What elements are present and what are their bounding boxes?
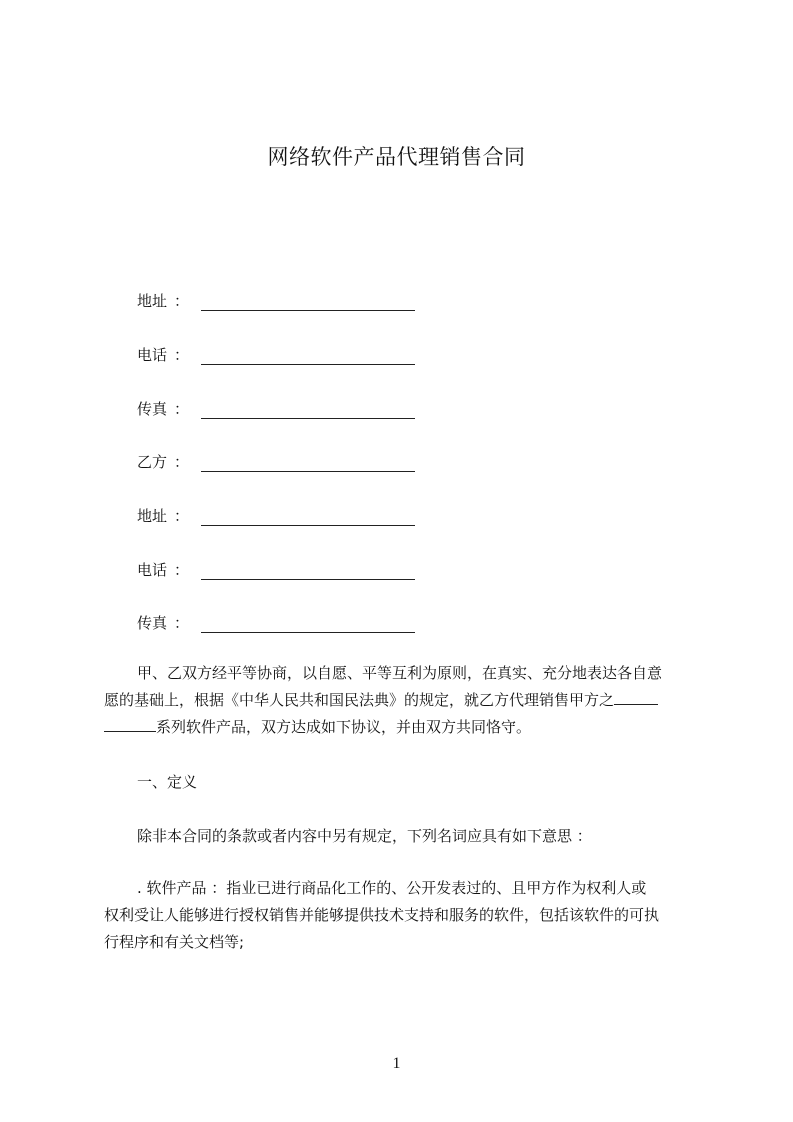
fill-in-blank	[201, 614, 415, 633]
software-product-definition	[104, 875, 700, 956]
party-a-address-field	[137, 287, 415, 311]
intro-line-3: 系列软件产品，双方达成如下协议，并由双方共同恪守。	[156, 718, 532, 736]
field-label: 地址	[137, 507, 168, 525]
field-colon: ：	[174, 453, 190, 471]
paragraph-line	[104, 687, 700, 714]
field-colon: ：	[174, 346, 190, 364]
field-label: 电话	[137, 561, 168, 579]
party-a-phone-field	[137, 341, 415, 365]
field-label: 传真	[137, 614, 168, 632]
fill-in-blank	[201, 346, 415, 365]
party-a-fax-field	[137, 395, 415, 419]
paragraph-line	[104, 902, 700, 929]
field-label: 乙方	[137, 453, 168, 471]
field-colon: ：	[174, 614, 190, 632]
party-b-phone-field	[137, 556, 415, 580]
fill-in-blank	[201, 561, 415, 580]
party-b-name-field	[137, 448, 415, 472]
paragraph-line	[104, 875, 700, 902]
definitions-lead: 除非本合同的条款或者内容中另有规定，下列名词应具有如下意思 ：	[137, 827, 592, 845]
intro-line-2: 愿的基础上，根据《中华人民共和国民法典》的规定，就乙方代理销售甲方之	[104, 691, 615, 709]
paragraph-line	[104, 929, 700, 956]
party-b-address-field	[137, 502, 415, 526]
field-colon: ：	[174, 561, 190, 579]
fill-in-blank	[201, 453, 415, 472]
paragraph-line	[104, 714, 700, 741]
field-colon: ：	[174, 292, 190, 310]
field-colon: ：	[174, 507, 190, 525]
section-heading-definitions: 一、定义	[137, 773, 198, 791]
fill-in-blank	[201, 292, 415, 311]
party-b-fax-field	[137, 609, 415, 633]
product-blank	[614, 690, 658, 705]
product-blank-cont	[104, 717, 156, 732]
definition-line-1: . 软件产品 ：指业已进行商品化工作的、公开发表过的、且甲方作为权利人或	[137, 879, 647, 897]
intro-paragraph	[104, 660, 700, 741]
definition-line-3: 行程序和有关文档等;	[104, 933, 245, 951]
field-label: 传真	[137, 400, 168, 418]
field-label: 电话	[137, 346, 168, 364]
page-number: 1	[392, 1055, 401, 1072]
fill-in-blank	[201, 507, 415, 526]
field-label: 地址	[137, 292, 168, 310]
paragraph-line	[104, 660, 700, 687]
fill-in-blank	[201, 400, 415, 419]
definition-line-2: 权利受让人能够进行授权销售并能够提供技术支持和服务的软件，包括该软件的可执	[104, 906, 660, 924]
field-colon: ：	[174, 400, 190, 418]
intro-line-1: 甲、乙双方经平等协商，以自愿、平等互利为原则，在真实、充分地表达各自意	[137, 664, 663, 682]
document-title: 网络软件产品代理销售合同	[267, 145, 526, 169]
